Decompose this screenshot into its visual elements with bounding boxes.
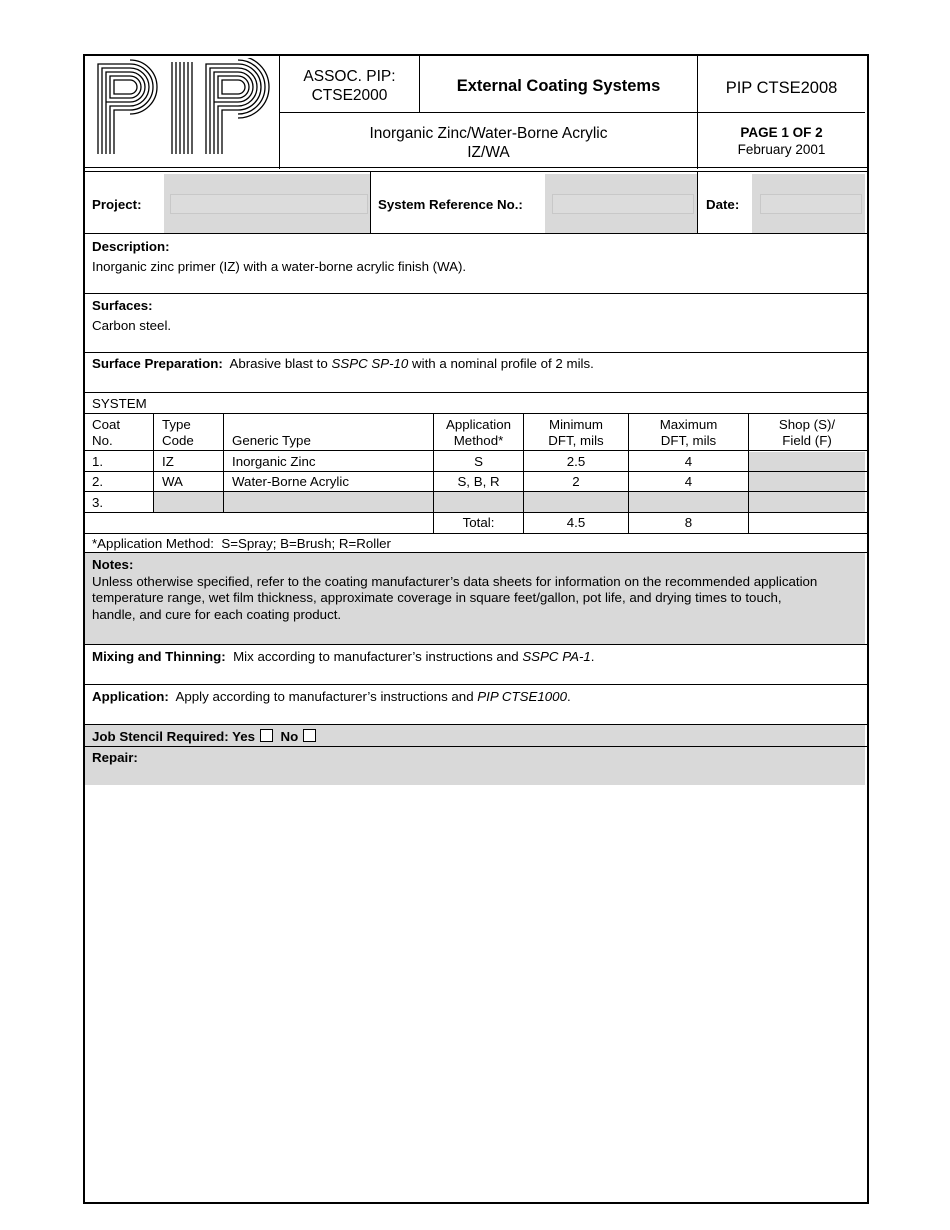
project-input[interactable] [170,194,368,214]
surfaces-text: Carbon steel. [92,318,172,333]
subtitle-line1: Inorganic Zinc/Water-Borne Acrylic [369,125,608,142]
mixing-standard: SSPC PA-1 [522,649,591,664]
row2-type: WA [162,474,183,489]
system-reference-label: System Reference No.: [378,197,523,212]
divider [83,684,867,685]
surface-prep-standard: SSPC SP-10 [331,356,409,371]
project-label: Project: [92,197,142,212]
description-text: Inorganic zinc primer (IZ) with a water-borne acrylic finish (WA). [92,259,467,274]
header-text: Application [445,417,512,432]
row1-min: 2.5 [566,454,586,469]
header-text: Minimum [549,417,603,432]
document-number: PIP CTSE2008 [725,79,838,97]
mixing-label: Mixing and Thinning: [92,649,226,664]
date-label: Date: [706,197,740,212]
stencil-label: Job Stencil Required: [92,729,229,744]
pip-logo [92,58,274,158]
divider [153,413,154,512]
row3-bg [154,492,749,512]
header-minimum-dft [524,417,628,449]
header-text: Field (F) [782,433,832,448]
stencil-yes-checkbox[interactable] [260,729,273,742]
divider [223,413,224,512]
surface-prep-text-end: with a nominal profile of 2 mils. [412,356,594,371]
divider [83,352,867,353]
total-min-dft: 4.5 [566,515,586,530]
header-application-method [434,417,523,449]
divider [83,293,867,294]
header-text: Method* [453,433,504,448]
surface-preparation [92,356,594,371]
description-label: Description: [92,239,170,254]
header-text: No. [92,433,113,448]
notes-text-line: handle, and cure for each coating product. [92,606,342,622]
header-maximum-dft [629,417,748,449]
divider [83,233,867,234]
issue-date: February 2001 [737,142,826,157]
divider [83,491,867,492]
header-text: Type [162,417,191,432]
repair-label: Repair: [92,750,138,765]
row2-method: S, B, R [457,474,500,489]
row1-coat: 1. [92,454,104,469]
application-text: Apply according to manufacturer’s instructions and [175,689,474,704]
application-method-footnote: *Application Method: S=Spray; B=Brush; R=Roller [92,536,391,551]
document-title: External Coating Systems [456,77,661,95]
row2-min: 2 [572,474,580,489]
header-text: Maximum [659,417,718,432]
divider [83,167,867,168]
surfaces-section [92,296,171,336]
mixing-thinning [92,649,595,664]
mixing-text-end: . [590,649,595,664]
row1-max: 4 [684,454,693,469]
divider [279,112,865,113]
divider [370,172,371,234]
divider [83,512,867,513]
header-text: Coat [92,417,121,432]
assoc-line1: ASSOC. PIP: [303,68,396,85]
row1-type: IZ [162,454,174,469]
header-text: Code [162,433,194,448]
notes-section [92,557,817,623]
assoc-line2: CTSE2000 [311,87,388,104]
divider [83,471,867,472]
application-standard: PIP CTSE1000 [477,689,567,704]
header-type-code [162,417,194,449]
row2-max: 4 [684,474,693,489]
document-subtitle [280,124,697,162]
stencil-yes-label: Yes [232,729,256,744]
application-text-end: . [566,689,571,704]
divider [83,746,867,747]
header-coat-no [92,417,120,449]
divider [83,413,867,414]
assoc-pip [280,67,419,105]
divider [83,533,867,534]
divider [83,450,867,451]
stencil-no-checkbox[interactable] [303,729,316,742]
notes-label: Notes: [92,557,134,572]
header-text: DFT, mils [660,433,717,448]
notes-text-line: temperature range, wet film thickness, approximate coverage in square feet/gallon, pot life, and drying times to touch, [92,590,782,605]
job-stencil [92,729,316,744]
divider [83,171,867,172]
system-heading: SYSTEM [92,396,147,411]
page-label: PAGE 1 OF 2 [740,125,823,140]
header-text: DFT, mils [548,433,604,448]
divider [697,172,698,234]
header-text: Shop (S)/ [778,417,836,432]
total-max-dft: 8 [684,515,693,530]
page-info [698,124,865,158]
row2-coat: 2. [92,474,104,489]
row1-generic: Inorganic Zinc [232,454,316,469]
surface-prep-text: Abrasive blast to [229,356,328,371]
shop-field-bg [749,452,865,512]
notes-text-line: Unless otherwise specified, refer to the coating manufacturer’s data sheets for information on the recommended application [92,573,818,589]
application [92,689,571,704]
divider [83,392,867,393]
row3-coat: 3. [92,495,104,510]
header-shop-field [749,417,865,449]
system-reference-input[interactable] [552,194,694,214]
surface-prep-label: Surface Preparation: [92,356,223,371]
stencil-no-label: No [280,729,299,744]
total-label: Total: [462,515,495,530]
row1-method: S [474,454,483,469]
application-label: Application: [92,689,169,704]
divider [83,644,867,645]
date-input[interactable] [760,194,862,214]
description-section [92,237,466,277]
row2-generic: Water-Borne Acrylic [232,474,349,489]
mixing-text: Mix according to manufacturer’s instructions and [233,649,519,664]
subtitle-line2: IZ/WA [467,144,510,161]
surfaces-label: Surfaces: [92,298,153,313]
header-generic-type: Generic Type [232,433,311,448]
